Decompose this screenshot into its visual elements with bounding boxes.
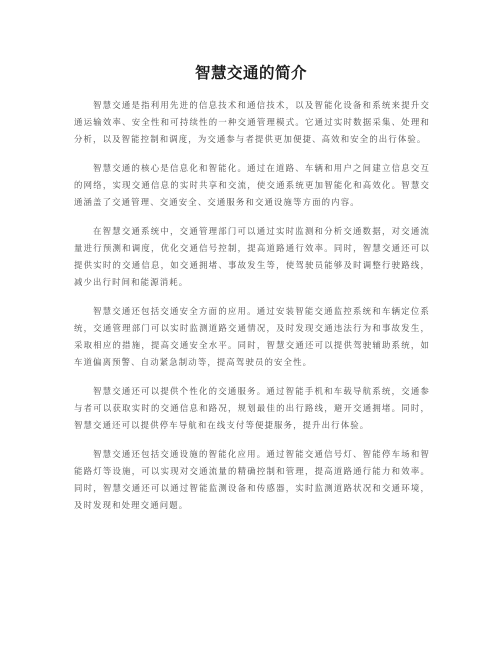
paragraph-3: 在智慧交通系统中，交通管理部门可以通过实时监测和分析交通数据，对交通流量进行预测和调度，优化交通信号控制，提高道路通行效率。同时，智慧交通还可以提供实时的交通信息，如交通拥堵、事故发生等，使驾驶员能够及时调整行驶路线，减少出行时间和能源消耗。 — [74, 226, 430, 287]
paragraph-6: 智慧交通还包括交通设施的智能化应用。通过智能交通信号灯、智能停车场和智能路灯等设施，可以实现对交通流量的精确控制和管理，提高道路通行能力和效率。同时，智慧交通还可以通过智能监测设备和传感器，实时监测道路状况和交通环境，及时发现和处理交通问题。 — [74, 449, 430, 510]
paragraph-5: 智慧交通还可以提供个性化的交通服务。通过智能手机和车载导航系统，交通参与者可以获取实时的交通信息和路况，规划最佳的出行路线，避开交通拥堵。同时，智慧交通还可以提供停车导航和在线支付等便捷服务，提升出行体验。 — [74, 386, 430, 430]
document-body — [74, 97, 430, 526]
paragraph-2: 智慧交通的核心是信息化和智能化。通过在道路、车辆和用户之间建立信息交互的网络，实现交通信息的实时共享和交流，使交通系统更加智能化和高效化。智慧交通涵盖了交通管理、交通安全、交通服务和交通设施等方面的内容。 — [74, 163, 430, 207]
paragraph-4: 智慧交通还包括交通安全方面的应用。通过安装智能交通监控系统和车辆定位系统，交通管理部门可以实时监测道路交通情况，及时发现交通违法行为和事故发生，采取相应的措施，提高交通安全水平。同时，智慧交通还可以提供驾驶辅助系统，如车道偏离预警、自动紧急制动等，提高驾驶员的安全性。 — [74, 306, 430, 367]
paragraph-1: 智慧交通是指利用先进的信息技术和通信技术，以及智能化设备和系统来提升交通运输效率、安全性和可持续性的一种交通管理模式。它通过实时数据采集、处理和分析，以及智能控制和调度，为交通参与者提供更加便捷、高效和安全的出行体验。 — [74, 100, 430, 144]
document-title: 智慧交通的简介 — [194, 64, 307, 82]
